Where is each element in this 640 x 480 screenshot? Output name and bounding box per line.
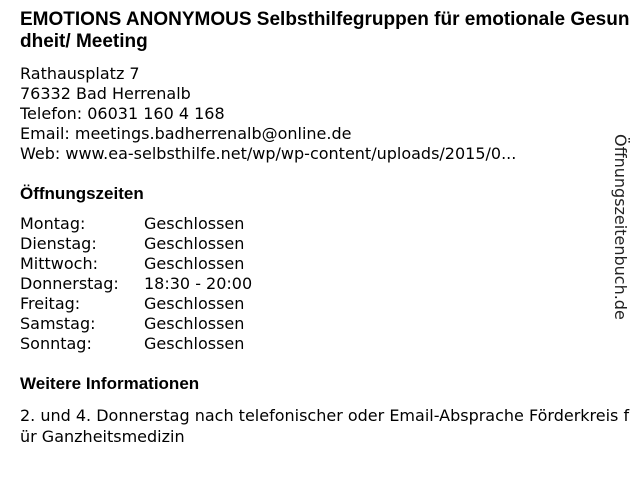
hours-time: 18:30 - 20:00 — [144, 274, 253, 293]
page-title: EMOTIONS ANONYMOUS Selbsthilfegruppen für emotionale Gesundheit/ Meeting — [20, 9, 630, 52]
hours-day: Dienstag: — [20, 234, 97, 253]
hours-row-wednesday — [20, 254, 252, 274]
opening-hours-table — [20, 214, 252, 354]
hours-day: Samstag: — [20, 314, 96, 333]
hours-row-thursday — [20, 274, 252, 294]
hours-row-monday — [20, 214, 252, 234]
hours-time: Geschlossen — [144, 314, 245, 333]
hours-day: Donnerstag: — [20, 274, 119, 293]
hours-day: Freitag: — [20, 294, 81, 313]
hours-day: Sonntag: — [20, 334, 92, 353]
address-block — [20, 64, 610, 164]
more-info-text: 2. und 4. Donnerstag nach telefonischer oder Email-Absprache Förderkreis für Ganzheitsmedizin — [20, 406, 630, 446]
hours-time: Geschlossen — [144, 214, 245, 233]
hours-time: Geschlossen — [144, 234, 245, 253]
hours-time: Geschlossen — [144, 334, 245, 353]
hours-row-sunday — [20, 334, 252, 354]
hours-row-friday — [20, 294, 252, 314]
hours-row-tuesday — [20, 234, 252, 254]
more-info-heading: Weitere Informationen — [20, 374, 200, 393]
email-address[interactable]: Email: meetings.badherrenalb@online.de — [20, 124, 352, 143]
website-link[interactable]: Web: www.ea-selbsthilfe.net/wp/wp-content/uploads/2015/0... — [20, 144, 517, 163]
opening-hours-heading: Öffnungszeiten — [20, 184, 144, 203]
phone-number[interactable]: Telefon: 06031 160 4 168 — [20, 104, 225, 123]
hours-day: Mittwoch: — [20, 254, 98, 273]
hours-row-saturday — [20, 314, 252, 334]
address-city: 76332 Bad Herrenalb — [20, 84, 191, 103]
site-watermark: Öffnungszeitenbuch.de — [611, 134, 630, 320]
hours-day: Montag: — [20, 214, 86, 233]
address-street: Rathausplatz 7 — [20, 64, 140, 83]
hours-time: Geschlossen — [144, 294, 245, 313]
hours-time: Geschlossen — [144, 254, 245, 273]
